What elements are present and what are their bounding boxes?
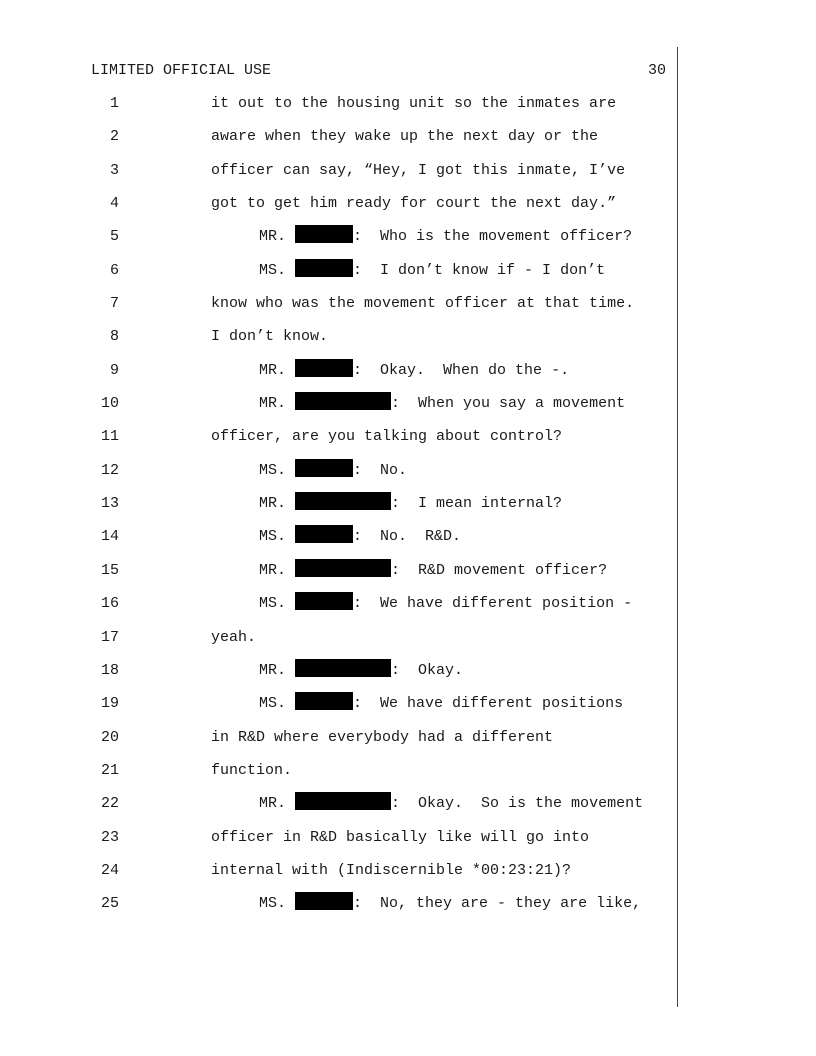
speaker-line xyxy=(259,387,625,420)
line-number: 2 xyxy=(109,128,119,146)
redaction-box xyxy=(295,559,391,577)
line-text: : Okay. When do the -. xyxy=(353,361,570,379)
line-number: 8 xyxy=(109,328,119,346)
redaction-box xyxy=(295,892,353,910)
transcript-line xyxy=(0,120,816,153)
redaction-box xyxy=(295,692,353,710)
redaction-box xyxy=(295,359,353,377)
line-text: officer, are you talking about control? xyxy=(211,428,563,446)
line-text: internal with (Indiscernible *00:23:21)? xyxy=(211,861,572,879)
speaker-title: MS. xyxy=(259,461,287,479)
line-number: 7 xyxy=(109,295,119,313)
speaker-title: MS. xyxy=(259,528,287,546)
line-number: 18 xyxy=(100,661,119,679)
redaction-box xyxy=(295,659,391,677)
line-number: 23 xyxy=(100,828,119,846)
line-number: 1 xyxy=(109,95,119,112)
speaker-line xyxy=(259,454,407,487)
transcript-line xyxy=(0,154,816,187)
redaction-box xyxy=(295,459,353,477)
redaction-box xyxy=(295,225,353,243)
transcript-line xyxy=(0,887,816,920)
speaker-line xyxy=(259,254,605,287)
speaker-title: MR. xyxy=(259,661,287,679)
transcript-line xyxy=(0,487,816,520)
line-number: 6 xyxy=(109,261,119,279)
line-text: officer can say, “Hey, I got this inmate, I’ve xyxy=(211,161,626,179)
transcript-line xyxy=(0,354,816,387)
line-text: : No, they are - they are like, xyxy=(353,895,642,913)
redaction-box xyxy=(295,259,353,277)
transcript-line xyxy=(0,854,816,887)
line-number: 14 xyxy=(100,528,119,546)
line-number: 20 xyxy=(100,728,119,746)
speaker-line xyxy=(259,354,569,387)
line-text: : I mean internal? xyxy=(391,495,563,513)
line-number: 15 xyxy=(100,561,119,579)
transcript-lines xyxy=(0,87,816,921)
transcript-line xyxy=(0,520,816,553)
line-number: 10 xyxy=(100,395,119,413)
transcript-line xyxy=(0,254,816,287)
speaker-line xyxy=(259,787,643,820)
transcript-line xyxy=(0,787,816,820)
speaker-title: MR. xyxy=(259,495,287,513)
line-number: 22 xyxy=(100,795,119,813)
line-number: 9 xyxy=(109,361,119,379)
line-number: 13 xyxy=(100,495,119,513)
line-text: : We have different positions xyxy=(353,695,624,713)
speaker-line xyxy=(259,687,623,720)
speaker-title: MR. xyxy=(259,561,287,579)
line-text: aware when they wake up the next day or the xyxy=(211,128,599,146)
speaker-line xyxy=(259,654,463,687)
redaction-box xyxy=(295,592,353,610)
line-number: 21 xyxy=(100,761,119,779)
line-text: : R&D movement officer? xyxy=(391,561,608,579)
line-text: function. xyxy=(211,761,293,779)
transcript-line xyxy=(0,654,816,687)
redaction-box xyxy=(295,392,391,410)
transcript-line xyxy=(0,187,816,220)
line-text: it out to the housing unit so the inmates are xyxy=(211,95,617,112)
line-text: : We have different position - xyxy=(353,595,633,613)
line-text: I don’t know. xyxy=(211,328,329,346)
speaker-line xyxy=(259,887,641,920)
speaker-title: MS. xyxy=(259,261,287,279)
header-title: LIMITED OFFICIAL USE xyxy=(91,62,272,79)
line-number: 25 xyxy=(100,895,119,913)
redaction-box xyxy=(295,525,353,543)
speaker-title: MR. xyxy=(259,228,287,246)
transcript-line xyxy=(0,587,816,620)
line-text: officer in R&D basically like will go into xyxy=(211,828,590,846)
line-text: : When you say a movement xyxy=(391,395,626,413)
transcript-line xyxy=(0,454,816,487)
line-text: : Okay. So is the movement xyxy=(391,795,644,813)
speaker-line xyxy=(259,220,632,253)
transcript-line xyxy=(0,420,816,453)
line-text: : No. xyxy=(353,461,408,479)
transcript-line xyxy=(0,687,816,720)
speaker-title: MS. xyxy=(259,595,287,613)
line-text: : I don’t know if - I don’t xyxy=(353,261,606,279)
transcript-line xyxy=(0,821,816,854)
speaker-line xyxy=(259,587,632,620)
line-text: yeah. xyxy=(211,628,257,646)
line-number: 24 xyxy=(100,861,119,879)
page-number: 30 xyxy=(648,62,667,79)
transcript-line xyxy=(0,754,816,787)
line-number: 19 xyxy=(100,695,119,713)
transcript-line xyxy=(0,87,816,120)
line-text: : Who is the movement officer? xyxy=(353,228,633,246)
redaction-box xyxy=(295,492,391,510)
line-number: 3 xyxy=(109,161,119,179)
line-number: 12 xyxy=(100,461,119,479)
transcript-line xyxy=(0,220,816,253)
transcript-line xyxy=(0,721,816,754)
transcript-line xyxy=(0,387,816,420)
speaker-title: MR. xyxy=(259,395,287,413)
speaker-title: MR. xyxy=(259,361,287,379)
line-number: 17 xyxy=(100,628,119,646)
speaker-title: MS. xyxy=(259,895,287,913)
transcript-line xyxy=(0,621,816,654)
speaker-line xyxy=(259,554,607,587)
line-number: 4 xyxy=(109,195,119,213)
line-text: got to get him ready for court the next day.” xyxy=(211,195,617,213)
transcript-line xyxy=(0,554,816,587)
speaker-line xyxy=(259,487,562,520)
line-number: 11 xyxy=(100,428,119,446)
transcript-line xyxy=(0,320,816,353)
line-text: know who was the movement officer at that time. xyxy=(211,295,635,313)
line-number: 16 xyxy=(100,595,119,613)
line-number: 5 xyxy=(109,228,119,246)
transcript-line xyxy=(0,287,816,320)
speaker-title: MR. xyxy=(259,795,287,813)
line-text: in R&D where everybody had a different xyxy=(211,728,554,746)
speaker-line xyxy=(259,520,461,553)
redaction-box xyxy=(295,792,391,810)
line-text: : No. R&D. xyxy=(353,528,462,546)
line-text: : Okay. xyxy=(391,661,464,679)
speaker-title: MS. xyxy=(259,695,287,713)
